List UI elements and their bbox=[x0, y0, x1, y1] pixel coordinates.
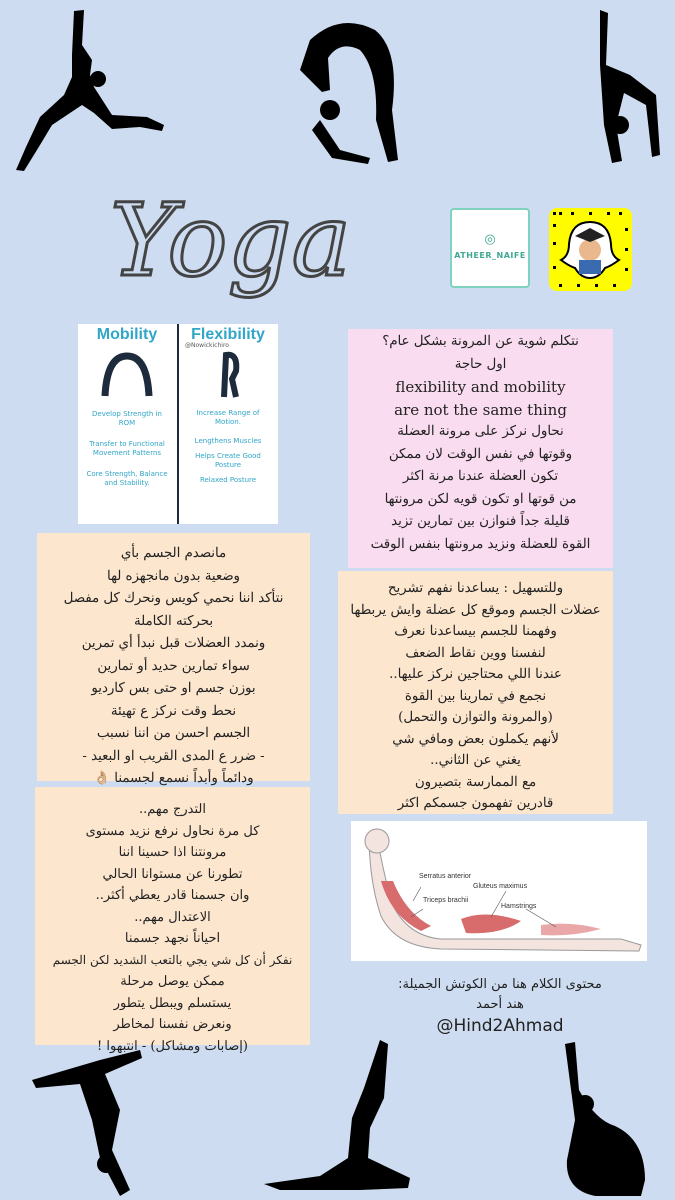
anatomy-line: وفهمنا للجسم بيساعدنا نعرف bbox=[394, 624, 557, 639]
anatomy-line: عضلات الجسم وموقع كل عضلة وايش يربطها bbox=[350, 602, 601, 618]
flexibility-point-1: Increase Range of Motion. bbox=[196, 409, 260, 426]
pink-line: flexibility and mobility bbox=[395, 378, 566, 396]
warmup-line: بوزن جسم او حتى بس كارديو bbox=[91, 681, 256, 696]
instagram-icon: ◎ bbox=[484, 232, 496, 247]
pink-line: قليلة جداً فنوازن بين تمارين تزيد bbox=[391, 514, 570, 529]
warmup-line: الجسم احسن من اننا نسبب bbox=[96, 726, 251, 741]
progression-line: نفكر أن كل شي يجي بالتعب الشديد لكن الجسم bbox=[52, 952, 293, 967]
pink-line: نحاول نركز على مرونة العضلة bbox=[397, 424, 564, 439]
pink-line: وقوتها في نفس الوقت لان ممكن bbox=[388, 446, 573, 462]
warmup-line: ونمدد العضلات قبل نبدأ أي تمرين bbox=[81, 636, 266, 651]
label-hamstrings: Hamstrings bbox=[501, 903, 537, 910]
snapcode[interactable] bbox=[549, 208, 632, 291]
pink-line: القوة للعضلة ونزيد مرونتها بنفس الوقت bbox=[370, 536, 591, 552]
progression-line: ممكن يوصل مرحلة bbox=[120, 974, 225, 989]
progression-line: (إصابات ومشاكل) - انتبهوا ! bbox=[97, 1038, 248, 1054]
pink-text-box bbox=[348, 329, 613, 568]
flexibility-heading: Flexibility bbox=[191, 326, 265, 343]
warmup-line: - ضرر ع المدى القريب او البعيد - bbox=[82, 748, 265, 764]
mobility-heading: Mobility bbox=[96, 326, 158, 343]
anatomy-line: نجمع في تمارينا بين القوة bbox=[404, 688, 547, 704]
anatomy-text-box bbox=[338, 571, 613, 814]
label-triceps: Triceps brachii bbox=[423, 897, 469, 904]
anatomy-line: لأنهم يكملون بعض ومافي شي bbox=[392, 731, 559, 747]
pink-line: تكون العضلة عندنا مرنة اكثر bbox=[402, 469, 559, 484]
mobility-point-3: Core Strength, Balance and Stability. bbox=[86, 470, 168, 487]
pink-line: نتكلم شوية عن المرونة بشكل عام؟ bbox=[382, 334, 579, 349]
flexibility-handle: @Nowickichiro bbox=[185, 342, 229, 349]
warmup-line: مانصدم الجسم بأي bbox=[120, 546, 227, 561]
cobra-pose-muscles-drawing bbox=[351, 821, 647, 961]
progression-line: كل مرة نحاول نرفع نزيد مستوى bbox=[85, 823, 260, 839]
warmup-line: نحط وقت نركز ع تهيئة bbox=[110, 703, 237, 719]
label-serratus: Serratus anterior bbox=[419, 873, 472, 880]
anatomy-line: لنفسنا ووين نقاط الضعف bbox=[405, 645, 546, 661]
progression-line: تطورنا عن مستوانا الحالي bbox=[102, 866, 243, 882]
warmup-line: نتأكد اننا نحمي كويس ونحرك كل مفصل bbox=[63, 591, 284, 606]
credit-handle[interactable]: @Hind2Ahmad bbox=[436, 1016, 564, 1036]
mobility-figure-icon bbox=[97, 348, 157, 398]
credit-block bbox=[380, 975, 620, 1037]
mobility-point-2: Transfer to Functional Movement Patterns bbox=[89, 440, 165, 457]
mobility-point-1: Develop Strength in ROM bbox=[92, 410, 162, 427]
yoga-silhouette-handstand-split bbox=[30, 1040, 180, 1200]
anatomy-line: مع الممارسة بتصيرون bbox=[414, 774, 537, 790]
flexibility-figure-icon bbox=[198, 349, 258, 399]
instagram-card[interactable] bbox=[450, 208, 530, 288]
warmup-line: سواء تمارين حديد أو تمارين bbox=[97, 658, 250, 674]
anatomy-illustration bbox=[351, 821, 647, 961]
anatomy-line: يغني عن الثاني.. bbox=[430, 753, 521, 768]
anatomy-line: قادرين تفهمون جسمكم اكثر bbox=[397, 796, 554, 811]
yoga-silhouette-wheel bbox=[560, 5, 670, 175]
warmup-line: بحركته الكاملة bbox=[133, 613, 214, 629]
yoga-silhouette-backbend bbox=[280, 10, 430, 170]
progression-line: احياناً نجهد جسمنا bbox=[124, 931, 221, 946]
flexibility-point-2: Lengthens Muscles bbox=[194, 437, 262, 445]
progression-line: مرونتنا اذا حسينا اننا bbox=[118, 845, 227, 860]
mobility-column bbox=[78, 324, 176, 524]
yoga-title bbox=[100, 180, 380, 300]
mobility-flexibility-chart bbox=[78, 324, 278, 524]
pink-line: من قوتها او تكون قويه لكن مرونتها bbox=[384, 491, 577, 507]
pink-line: are not the same thing bbox=[394, 400, 567, 419]
progression-line: يستسلم ويبطل يتطور bbox=[113, 995, 232, 1011]
anatomy-line: وللتسهيل : يساعدنا نفهم تشريح bbox=[387, 581, 564, 596]
snapcode-pattern bbox=[549, 208, 632, 291]
yoga-silhouette-warrior bbox=[12, 5, 172, 175]
label-gluteus: Gluteus maximus bbox=[473, 883, 528, 890]
flexibility-column bbox=[179, 324, 277, 524]
progression-text-box bbox=[35, 787, 310, 1054]
instagram-handle: ATHEER_NAIFE bbox=[454, 251, 526, 260]
progression-line: الاعتدال مهم.. bbox=[134, 909, 211, 925]
warmup-text-box bbox=[37, 533, 310, 786]
progression-line: وان جسمنا قادر يعطي أكثر.. bbox=[95, 888, 250, 903]
warmup-line: وضعية بدون مانجهزه لها bbox=[107, 568, 240, 584]
warmup-line: ودائماً وأبداً نسمع لجسمنا 👌🏼 bbox=[93, 771, 254, 786]
flexibility-point-3: Helps Create Good Posture bbox=[195, 452, 261, 469]
yoga-silhouette-seated-stretch bbox=[535, 1040, 665, 1200]
credit-line-1: محتوى الكلام هنا من الكوتش الجميلة: bbox=[398, 977, 602, 992]
pink-line: اول حاجة bbox=[454, 356, 507, 372]
flexibility-point-4: Relaxed Posture bbox=[199, 476, 257, 484]
anatomy-line: (والمرونة والتوازن والتحمل) bbox=[398, 710, 553, 725]
progression-line: التدرج مهم.. bbox=[139, 802, 206, 817]
yoga-silhouette-pigeon bbox=[260, 1038, 420, 1198]
title-text: Yoga bbox=[110, 182, 352, 299]
credit-line-2: هند أحمد bbox=[476, 997, 524, 1012]
progression-line: ونعرض نفسنا لمخاطر bbox=[113, 1017, 232, 1032]
anatomy-line: عندنا اللي محتاجين نركز عليها.. bbox=[389, 667, 562, 682]
